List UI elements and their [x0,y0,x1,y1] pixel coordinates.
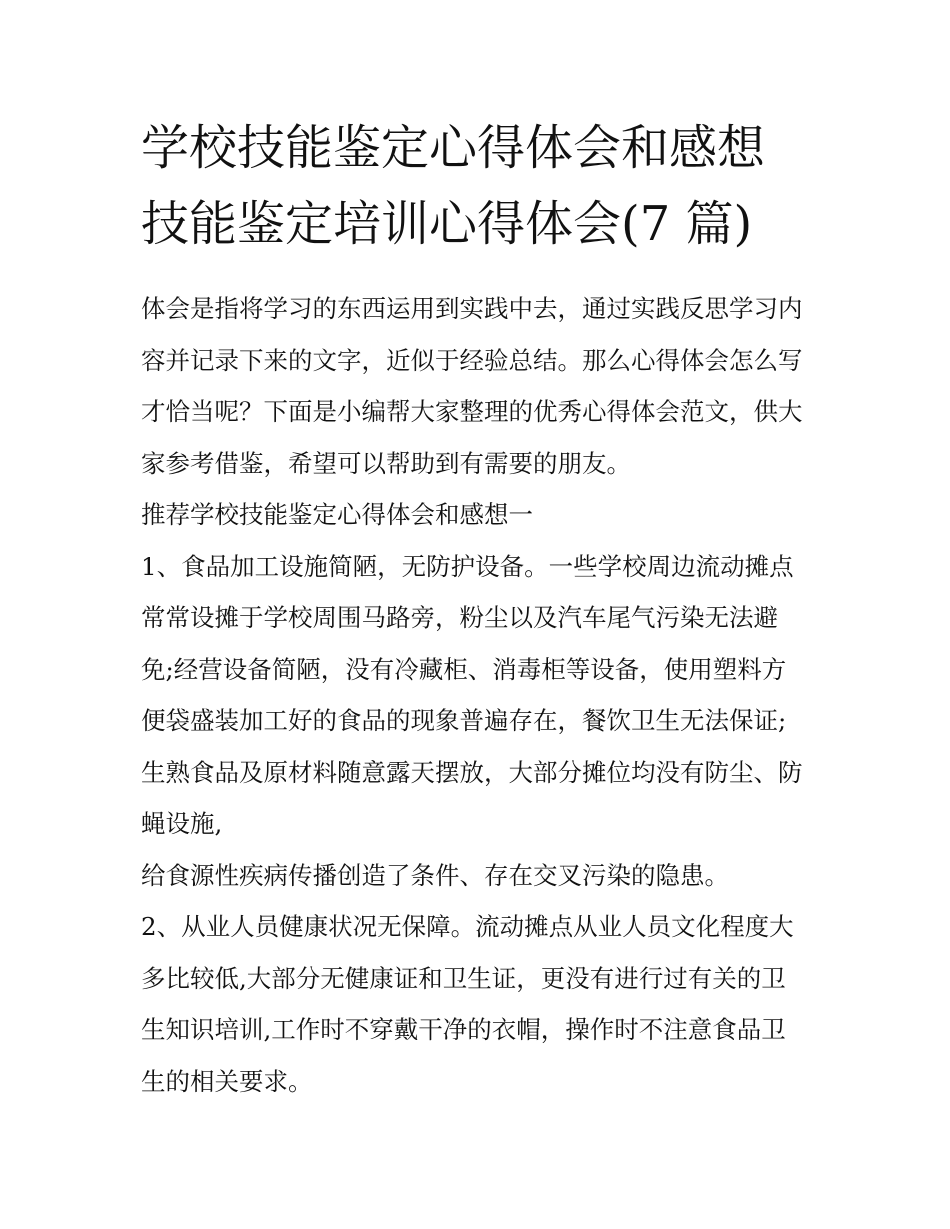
text-line: 常常设摊于学校周围马路旁，粉尘以及汽车尾气污染无法避 [141,603,778,632]
document-title [141,110,821,262]
text-line: 体会是指将学习的东西运用到实践中去，通过实践反思学习内 [141,294,803,323]
text-line: 家参考借鉴，希望可以帮助到有需要的朋友。 [141,448,631,478]
text-line: 给食源性疾病传播创造了条件、存在交叉污染的隐患。 [141,860,729,890]
text-line: 多比较低,大部分无健康证和卫生证，更没有进行过有关的卫 [141,963,786,993]
text-line: 免;经营设备简陋，没有冷藏柜、消毒柜等设备，使用塑料方 [141,654,787,684]
text-line: 容并记录下来的文字，近似于经验总结。那么心得体会怎么写 [141,345,803,375]
intro-paragraph [141,283,821,489]
point-1-paragraph [141,541,821,850]
text-line: 生的相关要求。 [141,1066,313,1096]
point-2-paragraph [141,901,821,1107]
text-line: 2、从业人员健康状况无保障。流动摊点从业人员文化程度大 [141,912,794,941]
text-line: 便袋盛装加工好的食品的现象普遍存在，餐饮卫生无法保证; [141,706,787,735]
text-line: 才恰当呢？下面是小编帮大家整理的优秀心得体会范文，供大 [141,397,803,426]
text-line: 生知识培训,工作时不穿戴干净的衣帽，操作时不注意食品卫 [141,1015,786,1044]
title-line-2: 技能鉴定培训心得体会(7 篇) [141,196,753,252]
document-page [141,110,821,1107]
text-line: 1、食品加工设施简陋，无防护设备。一些学校周边流动摊点 [141,551,794,581]
text-line: 生熟食品及原材料随意露天摆放，大部分摊位均没有防尘、防 [141,757,803,787]
point-1-continuation [141,850,821,902]
title-line-1: 学校技能鉴定心得体会和感想 [141,120,766,176]
section-heading [141,489,821,541]
document-body [141,283,821,1107]
text-line: 推荐学校技能鉴定心得体会和感想一 [141,500,533,529]
text-line: 蝇设施, [141,809,223,838]
